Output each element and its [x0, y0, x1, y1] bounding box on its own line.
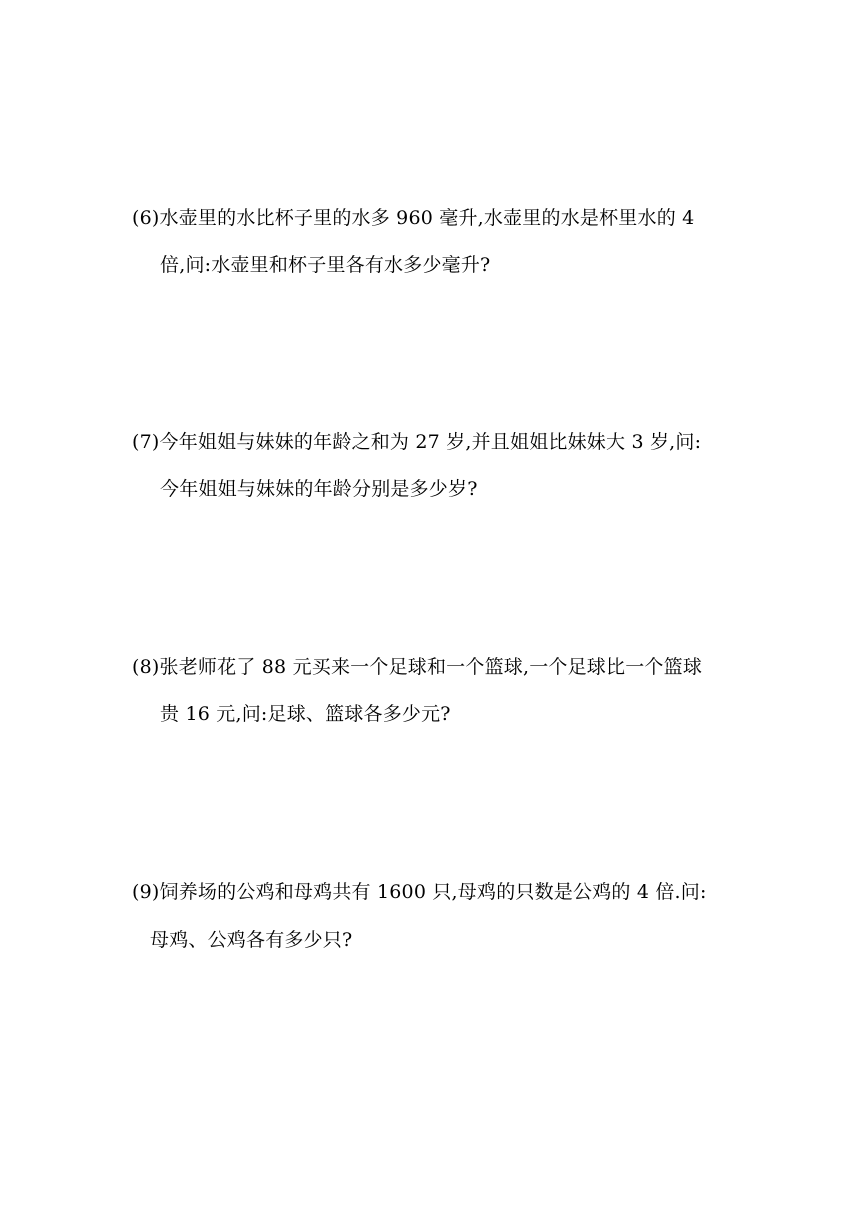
problem-6-line-1 [132, 206, 694, 230]
problem-number: (6) [132, 207, 160, 229]
problem-number: (8) [132, 656, 160, 678]
problem-9-line-1 [132, 880, 707, 904]
problem-number: (9) [132, 881, 160, 903]
problem-text: 今年姐姐与妹妹的年龄之和为 27 岁,并且姐姐比妹妹大 3 岁,问: [159, 431, 702, 453]
problem-6-line-2: 倍,问:水壶里和杯子里各有水多少毫升? [160, 254, 491, 276]
problem-7-line-2: 今年姐姐与妹妹的年龄分别是多少岁? [160, 478, 478, 500]
problem-9-line-2: 母鸡、公鸡各有多少只? [150, 929, 353, 951]
problem-text: 张老师花了 88 元买来一个足球和一个篮球,一个足球比一个篮球 [159, 656, 703, 678]
problem-7-line-1 [132, 430, 701, 454]
problem-text: 水壶里的水比杯子里的水多 960 毫升,水壶里的水是杯里水的 4 [159, 207, 695, 229]
problem-number: (7) [132, 431, 160, 453]
problem-8-line-1 [132, 655, 702, 679]
problem-8-line-2: 贵 16 元,问:足球、篮球各多少元? [160, 703, 451, 725]
problem-text: 饲养场的公鸡和母鸡共有 1600 只,母鸡的只数是公鸡的 4 倍.问: [159, 881, 707, 903]
